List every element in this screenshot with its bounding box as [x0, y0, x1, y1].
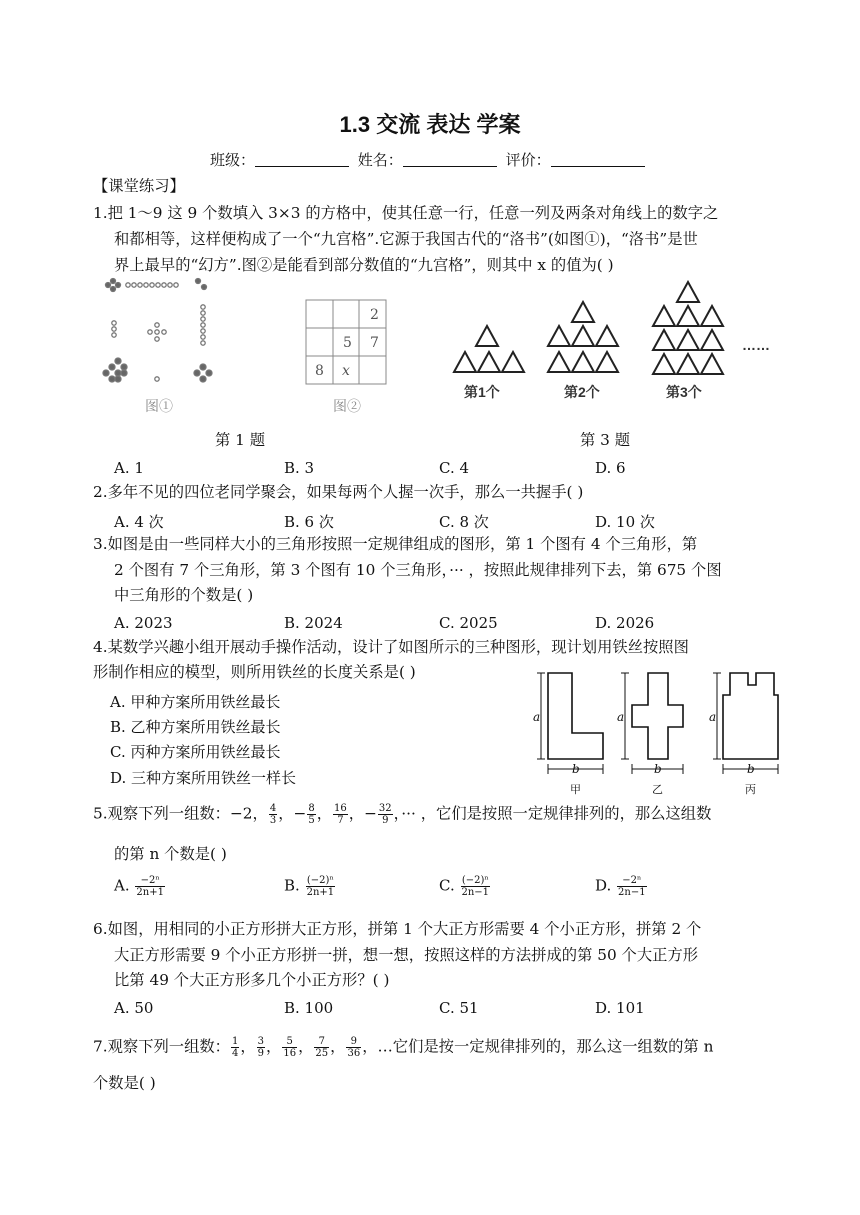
dim-a-2: a: [617, 710, 625, 724]
q5-option-a[interactable]: [114, 875, 166, 898]
q5-frac-2-num: 8: [308, 803, 315, 814]
wire-shapes-figure: [528, 665, 788, 800]
q5-option-b[interactable]: [284, 875, 336, 898]
q4-option-d[interactable]: D. 三种方案所用铁丝一样长: [110, 769, 297, 787]
tri-label-2: 第2个: [564, 384, 600, 400]
q5-frac-4: [378, 803, 393, 826]
q4-line1: 4.某数学兴趣小组开展动手操作活动，设计了如图所示的三种图形，现计划用铁丝按照图: [93, 638, 689, 656]
q5-option-d-den: 2n−1: [618, 887, 646, 898]
q2-option-b[interactable]: B. 6 次: [284, 513, 334, 531]
luoshu-figure: [100, 275, 220, 415]
class-label: 班级：: [210, 151, 256, 169]
q5-frac-3-num: 16: [334, 803, 347, 814]
q1-option-c[interactable]: C. 4: [439, 459, 470, 477]
shape-jia: [548, 673, 603, 759]
q5-frac-2-sign: −: [293, 804, 307, 823]
tri-label-3: 第3个: [666, 384, 702, 400]
fig2-caption: 图②: [333, 399, 361, 415]
shape-yi: [632, 673, 683, 759]
dim-a-1: a: [533, 710, 541, 724]
q5-option-c-num: (−2)ⁿ: [461, 875, 489, 886]
q7-frac-2-den: 9: [257, 1048, 265, 1059]
q5-line2: 的第 n 个数是( ): [114, 845, 227, 863]
grid-cell-2: 2: [370, 307, 379, 323]
q6-option-a[interactable]: A. 50: [114, 999, 154, 1017]
dim-b-2: b: [654, 762, 662, 776]
tri-ellipsis: ……: [742, 337, 770, 353]
q4-option-a[interactable]: A. 甲种方案所用铁丝最长: [110, 693, 281, 711]
q5-option-c-den: 2n−1: [461, 887, 490, 898]
q7-lead: 7.观察下列一组数：: [93, 1037, 230, 1056]
caption-q1: 第 1 题: [215, 431, 266, 449]
q5-option-c-label: C.: [439, 876, 455, 895]
q1-option-b[interactable]: B. 3: [284, 459, 315, 477]
q5-frac-3-den: 7: [337, 815, 344, 826]
grid-cell-x: x: [342, 363, 350, 379]
q1-option-a[interactable]: A. 1: [114, 459, 144, 477]
eval-label: 评价：: [505, 151, 551, 169]
q2-text: 2.多年不见的四位老同学聚会，如果每两个人握一次手，那么一共握手( ): [93, 483, 584, 501]
q5-frac-4-den: 9: [382, 815, 389, 826]
q5-line1: 5.观察下列一组数：−2， $\frac{4}{3}$ ，− $\frac{8}{5}$ ， $\frac{16}{7}$ ，− $\frac{32}{9}$ ，··· ，它们是按照一定规律排列的，那么这组数: [93, 803, 712, 826]
q3-line3: 中三角形的个数是( ): [114, 586, 254, 604]
q5-option-b-den: 2n+1: [306, 887, 335, 898]
q1-line1: 1.把 1～9 这 9 个数填入 3×3 的方格中，使其任意一行，任意一列及两条对角线上的数字之: [93, 204, 719, 222]
q7-frac-4-num: 7: [314, 1036, 329, 1048]
q5-option-c[interactable]: [439, 875, 491, 898]
q3-option-c[interactable]: C. 2025: [439, 614, 498, 632]
q7-line1: 7.观察下列一组数： $\frac{1}{4}$ ， $\frac{3}{9}$ ， $\frac{5}{16}$ ， $\frac{7}{25}$ ， $\frac{9}{36}$ ，…它们是按一定规律排列的，那么这一组数的第 n: [93, 1036, 714, 1059]
q2-option-d[interactable]: D. 10 次: [595, 513, 655, 531]
triangle-pattern-figure: [448, 280, 788, 405]
shape-label-bing: 丙: [745, 783, 756, 796]
q3-line2: 2 个图有 7 个三角形，第 3 个图有 10 个三角形，··· ，按照此规律排列下去，第 675 个图: [114, 561, 722, 579]
q7-frac-4-den: 25: [315, 1048, 329, 1059]
q6-line3: 比第 49 个大正方形多几个小正方形？( ): [114, 971, 390, 989]
fig1-caption: 图①: [145, 399, 173, 415]
q6-option-d[interactable]: D. 101: [595, 999, 645, 1017]
q5-option-a-den: 2n+1: [136, 887, 164, 898]
magic-square-grid: [300, 296, 390, 388]
q7-frac-5: [346, 1036, 361, 1059]
caption-q3: 第 3 题: [580, 431, 631, 449]
q7-frac-3: [282, 1036, 297, 1059]
q5-option-a-label: A.: [114, 876, 130, 895]
grid-cell-5: 5: [343, 335, 352, 351]
q1-option-d[interactable]: D. 6: [595, 459, 626, 477]
q7-frac-2: [257, 1036, 265, 1059]
q5-option-a-num: −2ⁿ: [135, 875, 165, 887]
page-title: 1.3 交流 表达 学案: [339, 112, 521, 137]
q5-tail: ，··· ，它们是按照一定规律排列的，那么这组数: [393, 804, 712, 823]
q6-option-c[interactable]: C. 51: [439, 999, 479, 1017]
q7-tail: ，…它们是按一定规律排列的，那么这一组数的第 n: [362, 1037, 714, 1056]
q2-option-a[interactable]: A. 4 次: [114, 513, 164, 531]
q5-frac-4-num: 32: [378, 803, 392, 814]
q7-frac-3-den: 16: [283, 1048, 297, 1059]
q5-lead: 5.观察下列一组数：−2，: [93, 804, 268, 823]
q2-option-c[interactable]: C. 8 次: [439, 513, 489, 531]
q5-frac-1-num: 4: [269, 803, 277, 814]
name-label: 姓名：: [357, 151, 403, 169]
shape-label-jia: 甲: [570, 783, 581, 796]
q5-option-b-label: B.: [284, 876, 300, 895]
q1-line3: 界上最早的“幻方”.图②是能看到部分数值的“九宫格”，则其中 x 的值为( ): [114, 256, 614, 274]
grid-cell-7: 7: [370, 335, 379, 351]
q7-frac-1: [231, 1036, 239, 1059]
q7-frac-1-num: 1: [231, 1036, 239, 1047]
q5-frac-1: [268, 803, 278, 826]
student-info-row: [210, 149, 649, 170]
q3-option-b[interactable]: B. 2024: [284, 614, 343, 632]
q6-line1: 6.如图，用相同的小正方形拼大正方形，拼第 1 个大正方形需要 4 个小正方形，拼第 2 个: [93, 920, 702, 938]
q6-option-b[interactable]: B. 100: [284, 999, 334, 1017]
q5-frac-2: [307, 803, 315, 826]
q4-option-c[interactable]: C. 丙种方案所用铁丝最长: [110, 743, 281, 761]
q3-line1: 3.如图是由一些同样大小的三角形按照一定规律组成的图形，第 1 个图有 4 个三角形，第: [93, 535, 698, 553]
q5-option-d-label: D.: [595, 876, 612, 895]
q7-line2: 个数是( ): [93, 1074, 156, 1092]
grid-cell-8: 8: [315, 363, 324, 379]
shape-bing: [723, 673, 778, 759]
eval-blank: [551, 152, 645, 167]
q1-line2: 和都相等，这样便构成了一个“九宫格”.它源于我国古代的“洛书”(如图①)，“洛书”是世: [114, 230, 698, 248]
dim-b-1: b: [572, 762, 580, 776]
q4-option-b[interactable]: B. 乙种方案所用铁丝最长: [110, 718, 281, 736]
section-label: 【课堂练习】: [93, 177, 185, 195]
q3-option-d[interactable]: D. 2026: [595, 614, 655, 632]
q5-option-d-num: −2ⁿ: [617, 875, 647, 887]
shape-label-yi: 乙: [652, 783, 663, 796]
class-blank: [255, 152, 349, 167]
q3-option-a[interactable]: A. 2023: [114, 614, 173, 632]
q7-frac-2-num: 3: [257, 1036, 265, 1047]
q6-line2: 大正方形需要 9 个小正方形拼一拼，想一想，按照这样的方法拼成的第 50 个大正方形: [114, 946, 699, 964]
q5-frac-2-den: 5: [308, 815, 315, 826]
q4-line2: 形制作相应的模型，则所用铁丝的长度关系是( ): [93, 663, 416, 681]
q5-option-d[interactable]: [595, 875, 648, 898]
q7-frac-5-den: 36: [347, 1048, 361, 1059]
q7-frac-3-num: 5: [282, 1036, 297, 1048]
q5-frac-3: [333, 803, 348, 826]
tri-label-1: 第1个: [464, 384, 500, 400]
name-blank: [403, 152, 497, 167]
dim-a-3: a: [709, 710, 717, 724]
dim-b-3: b: [747, 762, 755, 776]
q5-option-b-num: (−2)ⁿ: [306, 875, 334, 886]
q7-frac-5-num: 9: [346, 1036, 361, 1048]
q7-frac-4: [314, 1036, 329, 1059]
q7-frac-1-den: 4: [231, 1048, 239, 1059]
q5-frac-4-sign: −: [364, 804, 377, 823]
q5-frac-1-den: 3: [269, 815, 277, 826]
